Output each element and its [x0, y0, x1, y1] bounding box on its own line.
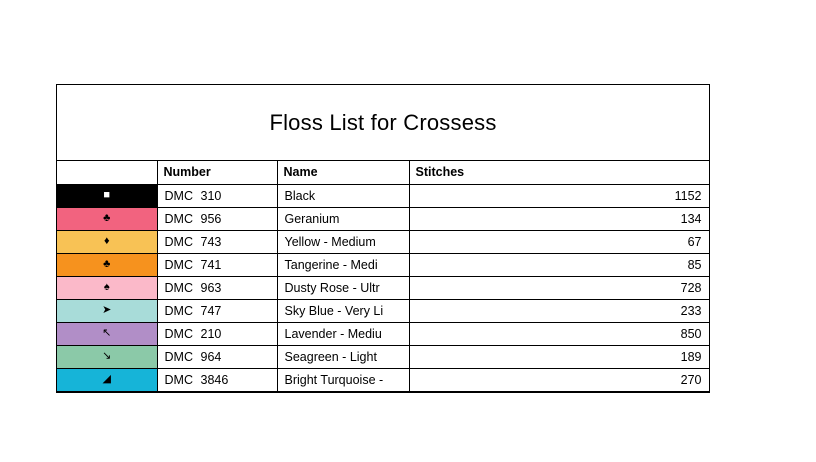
- floss-number-cell: [157, 322, 277, 345]
- floss-name-cell: Lavender - Mediu: [277, 322, 409, 345]
- stitch-symbol-icon: ♦: [103, 235, 110, 247]
- stitch-symbol-icon: ■: [103, 189, 111, 201]
- floss-name-cell: Dusty Rose - Ultr: [277, 276, 409, 299]
- floss-number-cell: [157, 345, 277, 368]
- color-swatch-cell: [57, 184, 157, 207]
- color-swatch-cell: [57, 345, 157, 368]
- floss-brand-label: DMC: [164, 303, 193, 318]
- stitch-count-cell: 1152: [409, 184, 709, 207]
- stitch-count-cell: 134: [409, 207, 709, 230]
- stitch-symbol-icon: ↘: [102, 350, 112, 362]
- table-row: [57, 276, 709, 299]
- floss-brand-label: DMC: [164, 234, 193, 249]
- color-swatch-cell: [57, 253, 157, 276]
- floss-name-cell: Yellow - Medium: [277, 230, 409, 253]
- color-swatch: [57, 300, 157, 322]
- table-row: [57, 345, 709, 368]
- stitch-count-cell: 728: [409, 276, 709, 299]
- floss-number-value: 3846: [200, 372, 229, 387]
- stitch-count-cell: 67: [409, 230, 709, 253]
- column-header-swatch: [57, 161, 157, 184]
- floss-number-cell: [157, 253, 277, 276]
- floss-number-value: 963: [200, 280, 222, 295]
- table-row: [57, 299, 709, 322]
- color-swatch: [57, 231, 157, 253]
- floss-number-cell: [157, 207, 277, 230]
- stitch-count-cell: 233: [409, 299, 709, 322]
- table-row: [57, 322, 709, 345]
- floss-list-panel: [56, 84, 710, 393]
- floss-number-cell: [157, 230, 277, 253]
- floss-number-cell: [157, 184, 277, 207]
- page-title: Floss List for Crossess: [269, 109, 497, 135]
- color-swatch-cell: [57, 207, 157, 230]
- floss-brand-label: DMC: [164, 188, 193, 203]
- table-header-row: [57, 161, 709, 184]
- floss-name-cell: Seagreen - Light: [277, 345, 409, 368]
- floss-name-cell: Tangerine - Medi: [277, 253, 409, 276]
- floss-brand-label: DMC: [164, 211, 193, 226]
- stitch-count-cell: 85: [409, 253, 709, 276]
- column-header-stitches: Stitches: [409, 161, 709, 184]
- floss-number-value: 747: [200, 303, 222, 318]
- floss-brand-label: DMC: [164, 326, 193, 341]
- color-swatch: [57, 185, 157, 207]
- floss-number-value: 310: [200, 188, 222, 203]
- stitch-count-cell: 270: [409, 368, 709, 391]
- color-swatch: [57, 346, 157, 368]
- stitch-count-cell: 850: [409, 322, 709, 345]
- color-swatch-cell: [57, 276, 157, 299]
- table-row: [57, 184, 709, 207]
- color-swatch-cell: [57, 230, 157, 253]
- stitch-symbol-icon: ♣: [103, 212, 111, 224]
- floss-name-cell: Geranium: [277, 207, 409, 230]
- title-bar: [57, 85, 709, 161]
- table-row: [57, 230, 709, 253]
- stitch-symbol-icon: ➤: [102, 304, 112, 316]
- color-swatch: [57, 208, 157, 230]
- floss-number-cell: [157, 368, 277, 391]
- floss-number-value: 210: [200, 326, 222, 341]
- floss-number-value: 956: [200, 211, 222, 226]
- color-swatch-cell: [57, 299, 157, 322]
- floss-number-cell: [157, 276, 277, 299]
- stitch-symbol-icon: ↖: [102, 327, 112, 339]
- table-row: [57, 253, 709, 276]
- stitch-symbol-icon: ♣: [103, 258, 111, 270]
- color-swatch: [57, 369, 157, 391]
- floss-table: [57, 161, 710, 392]
- floss-number-cell: [157, 299, 277, 322]
- color-swatch: [57, 254, 157, 276]
- stitch-symbol-icon: ◢: [102, 373, 111, 385]
- floss-name-cell: Black: [277, 184, 409, 207]
- stitch-symbol-icon: ♠: [103, 281, 110, 293]
- floss-number-value: 964: [200, 349, 222, 364]
- floss-brand-label: DMC: [164, 257, 193, 272]
- color-swatch-cell: [57, 368, 157, 391]
- floss-table-body: [57, 184, 709, 391]
- floss-name-cell: Sky Blue - Very Li: [277, 299, 409, 322]
- floss-number-value: 741: [200, 257, 222, 272]
- color-swatch: [57, 323, 157, 345]
- table-row: [57, 368, 709, 391]
- floss-brand-label: DMC: [164, 280, 193, 295]
- stitch-count-cell: 189: [409, 345, 709, 368]
- color-swatch: [57, 277, 157, 299]
- color-swatch-cell: [57, 322, 157, 345]
- floss-name-cell: Bright Turquoise -: [277, 368, 409, 391]
- floss-brand-label: DMC: [164, 349, 193, 364]
- column-header-number: Number: [157, 161, 277, 184]
- floss-number-value: 743: [200, 234, 222, 249]
- floss-brand-label: DMC: [164, 372, 193, 387]
- column-header-name: Name: [277, 161, 409, 184]
- table-row: [57, 207, 709, 230]
